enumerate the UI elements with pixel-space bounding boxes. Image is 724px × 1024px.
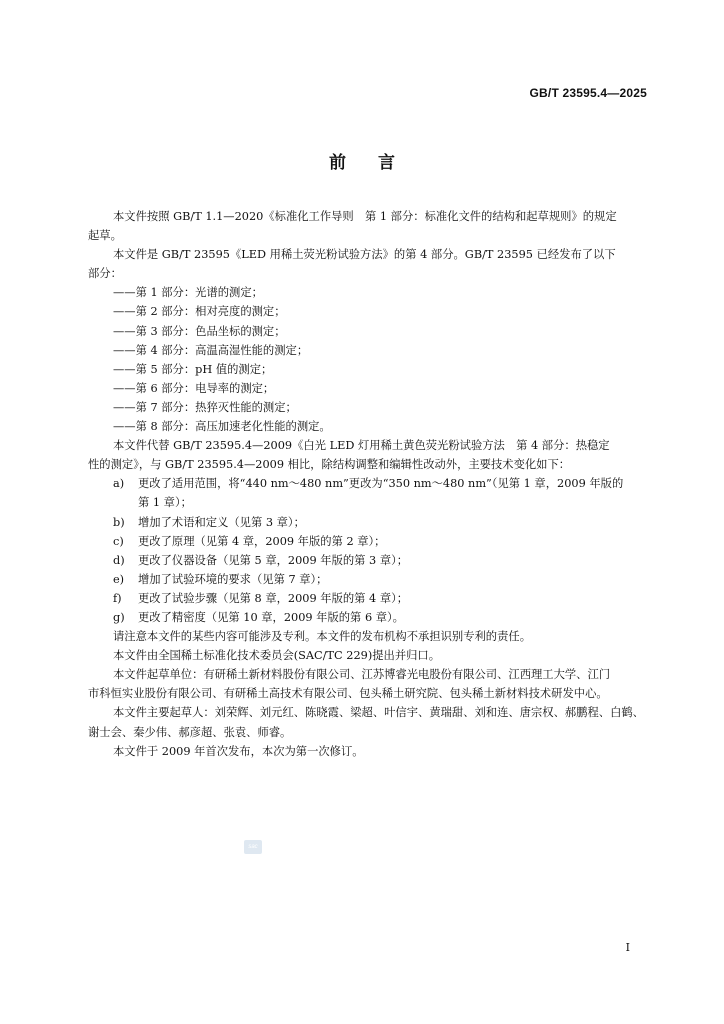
page-number: I (625, 941, 630, 954)
paragraph-line: 本文件主要起草人：刘荣辉、刘元红、陈晓霞、梁超、叶信宇、黄瑞甜、刘和连、唐宗权、郝鹏程、白鹤、 (113, 706, 644, 720)
change-continuation: 第 1 章）； (138, 496, 192, 510)
paragraph-line: 请注意本文件的某些内容可能涉及专利。本文件的发布机构不承担识别专利的责任。 (113, 630, 531, 644)
paragraph-line: 谢士会、秦少伟、郝彦超、张袁、师睿。 (88, 725, 292, 739)
document-code: GB/T 23595.4—2025 (529, 86, 647, 100)
change-item (88, 589, 650, 608)
change-marker: g) (113, 610, 125, 624)
change-item (88, 608, 650, 627)
change-marker: c) (113, 534, 124, 548)
page-title: 前言 (329, 153, 427, 173)
change-item (88, 513, 650, 532)
change-marker: e) (113, 572, 125, 586)
change-item (88, 570, 650, 589)
part-list-item: ——第 3 部分：色品坐标的测定； (113, 324, 286, 338)
part-list-item: ——第 5 部分：pH 值的测定； (113, 362, 273, 376)
change-text: 更改了仪器设备（见第 5 章，2009 年版的第 3 章）； (138, 553, 409, 567)
part-list-item: ——第 6 部分：电导率的测定； (113, 381, 275, 395)
change-text: 更改了原理（见第 4 章，2009 年版的第 2 章）； (138, 534, 386, 548)
change-marker: a) (113, 477, 125, 491)
paragraph-line: 本文件起草单位：有研稀土新材料股份有限公司、江苏博睿光电股份有限公司、江西理工大学、江门 (113, 668, 611, 682)
change-text: 更改了适用范围，将“440 nm～480 nm”更改为“350 nm～480 nm”（见第 1 章，2009 年版的 (138, 477, 624, 491)
change-text: 增加了试验环境的要求（见第 7 章）； (138, 572, 328, 586)
paragraph-line: 本文件按照 GB/T 1.1—2020《标准化工作导则 第 1 部分：标准化文件的结构和起草规则》的规定 (113, 210, 617, 223)
part-list-item: ——第 8 部分：高压加速老化性能的测定。 (113, 420, 331, 434)
part-list-item: ——第 4 部分：高温高湿性能的测定； (113, 343, 309, 357)
document-body (88, 207, 650, 761)
part-list-item: ——第 7 部分：热猝灭性能的测定； (113, 400, 297, 414)
paragraph-line: 本文件于 2009 年首次发布，本次为第一次修订。 (113, 744, 364, 758)
paragraph-line: 本文件由全国稀土标准化技术委员会(SAC/TC 229)提出并归口。 (113, 649, 441, 663)
paragraph-line: 部分： (88, 267, 122, 281)
change-text: 增加了术语和定义（见第 3 章）； (138, 515, 305, 529)
watermark-logo: sac (244, 840, 262, 854)
part-list-item: ——第 2 部分：相对亮度的测定； (113, 305, 286, 319)
change-marker: b) (113, 515, 125, 529)
change-marker: f) (113, 591, 122, 605)
paragraph-line: 性的测定》，与 GB/T 23595.4—2009 相比，除结构调整和编辑性改动外，主要技术变化如下： (88, 458, 571, 472)
change-text: 更改了试验步骤（见第 8 章，2009 年版的第 4 章）； (138, 591, 409, 605)
change-marker: d) (113, 553, 125, 567)
paragraph-line: 市科恒实业股份有限公司、有研稀土高技术有限公司、包头稀土研究院、包头稀土新材料技术研发中心。 (88, 687, 608, 701)
change-item (88, 474, 650, 493)
change-text: 更改了精密度（见第 10 章，2009 年版的第 6 章）。 (138, 610, 404, 624)
part-list-item: ——第 1 部分：光谱的测定； (113, 286, 263, 300)
change-item (88, 551, 650, 570)
paragraph-line: 起草。 (88, 229, 122, 243)
paragraph-line: 本文件代替 GB/T 23595.4—2009《白光 LED 灯用稀土黄色荧光粉试验方法 第 4 部分：热稳定 (113, 439, 610, 453)
paragraph-line: 本文件是 GB/T 23595《LED 用稀土荧光粉试验方法》的第 4 部分。GB/T 23595 已经发布了以下 (113, 248, 616, 262)
change-item (88, 532, 650, 551)
